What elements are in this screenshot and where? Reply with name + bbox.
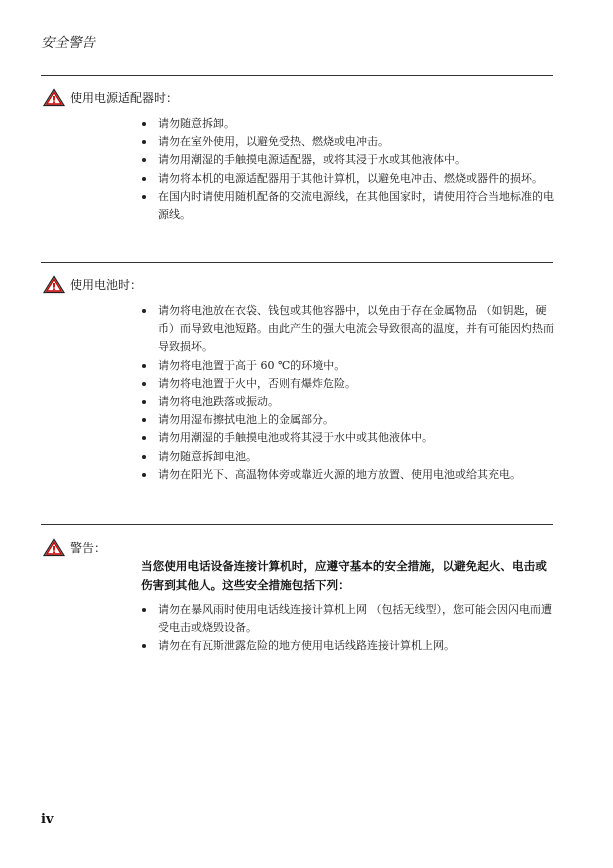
list-item: 请勿将电池跌落或振动。 [141, 393, 555, 411]
page-number: iv [41, 812, 54, 827]
bullet-icon [142, 309, 146, 313]
bullet-icon [142, 195, 146, 199]
list-item: 请勿将电池置于火中，否则有爆炸危险。 [141, 375, 555, 393]
telephone-list [141, 601, 555, 656]
list-item: 请勿在室外使用，以避免受热、燃烧或电冲击。 [141, 133, 555, 151]
bullet-icon [142, 455, 146, 459]
warning-triangle-icon [43, 538, 65, 557]
section-heading-label: 使用电源适配器时： [70, 91, 179, 105]
section-heading-power-adapter [43, 88, 178, 107]
bullet-icon [142, 158, 146, 162]
bullet-icon [142, 122, 146, 126]
bullet-icon [142, 177, 146, 181]
list-item: 请勿在阳光下、高温物体旁或靠近火源的地方放置、使用电池或给其充电。 [141, 466, 555, 484]
list-item: 请勿用潮湿的手触摸电源适配器，或将其浸于水或其他液体中。 [141, 151, 555, 169]
section-divider [41, 262, 553, 263]
bullet-icon [142, 364, 146, 368]
list-item: 请勿将电池置于高于 60 ℃的环境中。 [141, 357, 555, 375]
bullet-icon [142, 418, 146, 422]
bullet-icon [142, 608, 146, 612]
bullet-icon [142, 140, 146, 144]
list-item: 请勿随意拆卸电池。 [141, 448, 555, 466]
list-item: 在国内时请使用随机配备的交流电源线，在其他国家时，请使用符合当地标准的电源线。 [141, 188, 555, 224]
list-item: 请勿随意拆卸。 [141, 115, 555, 133]
section-divider [41, 75, 553, 76]
list-item: 请勿将本机的电源适配器用于其他计算机，以避免电冲击、燃烧或器件的损坏。 [141, 170, 555, 188]
list-item: 请勿用潮湿的手触摸电池或将其浸于水中或其他液体中。 [141, 429, 555, 447]
bullet-icon [142, 436, 146, 440]
section-heading-battery [43, 275, 142, 294]
bullet-icon [142, 473, 146, 477]
section-divider [41, 524, 553, 525]
section-heading-label: 使用电池时： [70, 278, 143, 292]
section-heading-label: 警告： [70, 541, 107, 555]
list-item: 请勿用湿布擦拭电池上的金属部分。 [141, 411, 555, 429]
list-item: 请勿在暴风雨时使用电话线连接计算机上网 （包括无线型），您可能会因闪电而遭受电击或烧毁设备。 [141, 601, 555, 637]
list-item: 请勿将电池放在衣袋、钱包或其他容器中，以免由于存在金属物品 （如钥匙，硬币）而导致电池短路。由此产生的强大电流会导致很高的温度，并有可能因灼热而导致损坏。 [141, 302, 555, 357]
bullet-icon [142, 400, 146, 404]
list-item: 请勿在有瓦斯泄露危险的地方使用电话线路连接计算机上网。 [141, 637, 555, 655]
bullet-icon [142, 382, 146, 386]
section-heading-warning [43, 538, 106, 557]
running-header-title: 安全警告 [41, 35, 95, 51]
battery-list [141, 302, 555, 484]
bullet-icon [142, 644, 146, 648]
warning-lead-paragraph: 当您使用电话设备连接计算机时，应遵守基本的安全措施，以避免起火、电击或伤害到其他人。这些安全措施包括下列： [141, 559, 547, 592]
warning-triangle-icon [43, 88, 65, 107]
warning-triangle-icon [43, 275, 65, 294]
power-adapter-list [141, 115, 555, 224]
